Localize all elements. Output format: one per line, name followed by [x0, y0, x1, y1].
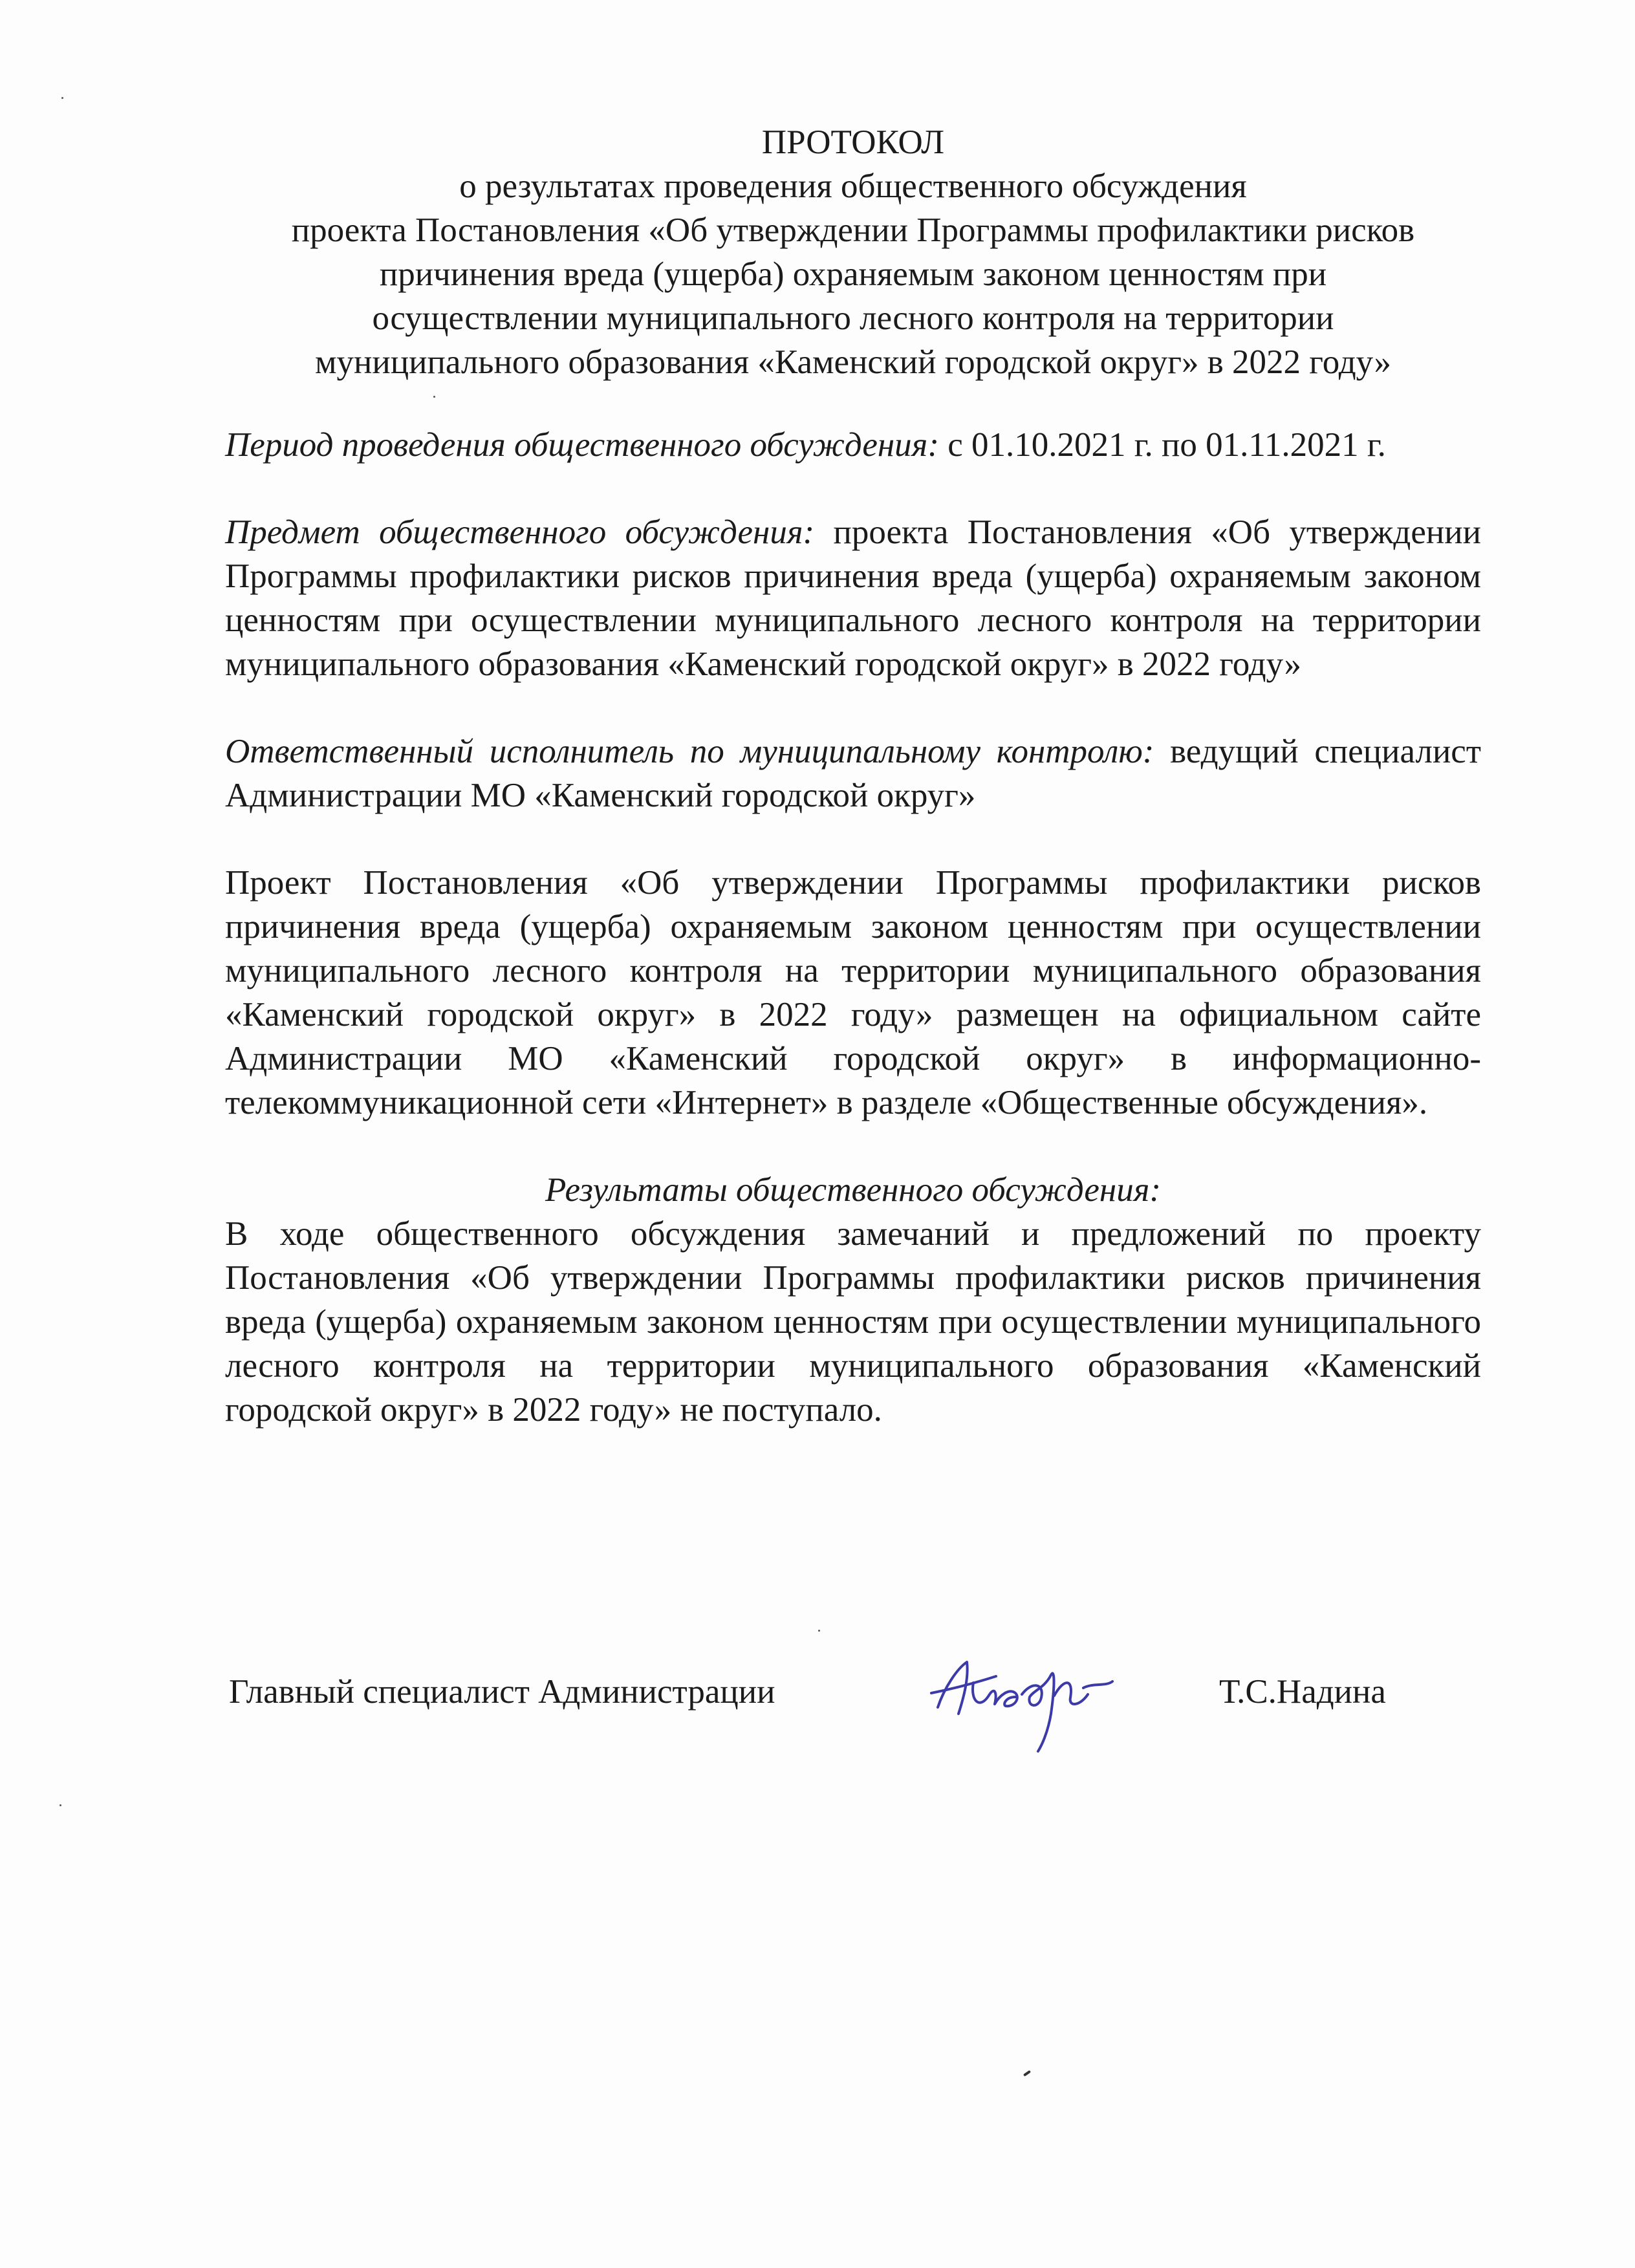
placement-paragraph: Проект Постановления «Об утверждении Программы профилактики рисков причинения вреда (ущерба) охраняемым законом ценностям при осуществлении муниципального лесного контроля на территории муниципального образования «Каменский городской округ» в 2022 году» размещен на официальном сайте Администрации МО «Каменский городской округ» в информационно-телекоммуникационной сети «Интернет» в разделе «Общественные обсуждения». [225, 864, 1481, 1121]
signature-stroke [1054, 1683, 1088, 1704]
title-line: о результатах проведения общественного обсуждения [459, 167, 1247, 205]
document-body [225, 120, 1481, 1432]
period-paragraph [225, 423, 1481, 467]
responsible-text: ведущий специалист Администрации МО «Каменский городской округ» [225, 733, 1481, 814]
scan-speck [433, 396, 435, 398]
signature-stroke [1022, 1674, 1054, 1752]
scan-speck [60, 1804, 61, 1806]
title-line: осуществлении муниципального лесного контроля на территории [372, 299, 1334, 337]
responsible-paragraph [225, 729, 1481, 817]
title-line: проекта Постановления «Об утверждении Программы профилактики рисков [291, 211, 1415, 249]
results-heading: Результаты общественного обсуждения: [545, 1171, 1161, 1209]
subject-text: проекта Постановления «Об утверждении Программы профилактики рисков причинения вреда (ущерба) охраняемым законом ценностям при осуществлении муниципального лесного контроля на территории муниципального образования «Каменский городской округ» в 2022 году» [225, 513, 1481, 683]
signature-stroke [973, 1683, 1017, 1706]
subject-paragraph [225, 510, 1481, 686]
signatory-name: Т.С.Надина [1219, 1673, 1386, 1711]
title-line: ПРОТОКОЛ [761, 124, 945, 161]
scan-speck [61, 97, 63, 99]
scan-speck [1023, 2070, 1031, 2077]
document-title [225, 120, 1481, 384]
responsible-label: Ответственный исполнитель по муниципальному контролю: [225, 733, 1154, 770]
results-paragraph: В ходе общественного обсуждения замечаний и предложений по проекту Постановления «Об утверждении Программы профилактики рисков причинения вреда (ущерба) охраняемым законом ценностям при осуществлении муниципального лесного контроля на территории муниципального образования «Каменский городской округ» в 2022 году» не поступало. [225, 1215, 1481, 1429]
subject-label: Предмет общественного обсуждения: [225, 513, 815, 551]
period-text: с 01.10.2021 г. по 01.11.2021 г. [938, 426, 1386, 464]
scan-speck [818, 1630, 820, 1632]
title-line: причинения вреда (ущерба) охраняемым законом ценностям при [379, 255, 1327, 293]
period-label: Период проведения общественного обсуждения: [225, 426, 939, 464]
signature-row [229, 1672, 1445, 1744]
signature-stroke [1083, 1681, 1112, 1688]
handwritten-signature [918, 1643, 1132, 1759]
signatory-role: Главный специалист Администрации [229, 1673, 775, 1711]
title-line: муниципального образования «Каменский городской округ» в 2022 году» [315, 343, 1391, 381]
